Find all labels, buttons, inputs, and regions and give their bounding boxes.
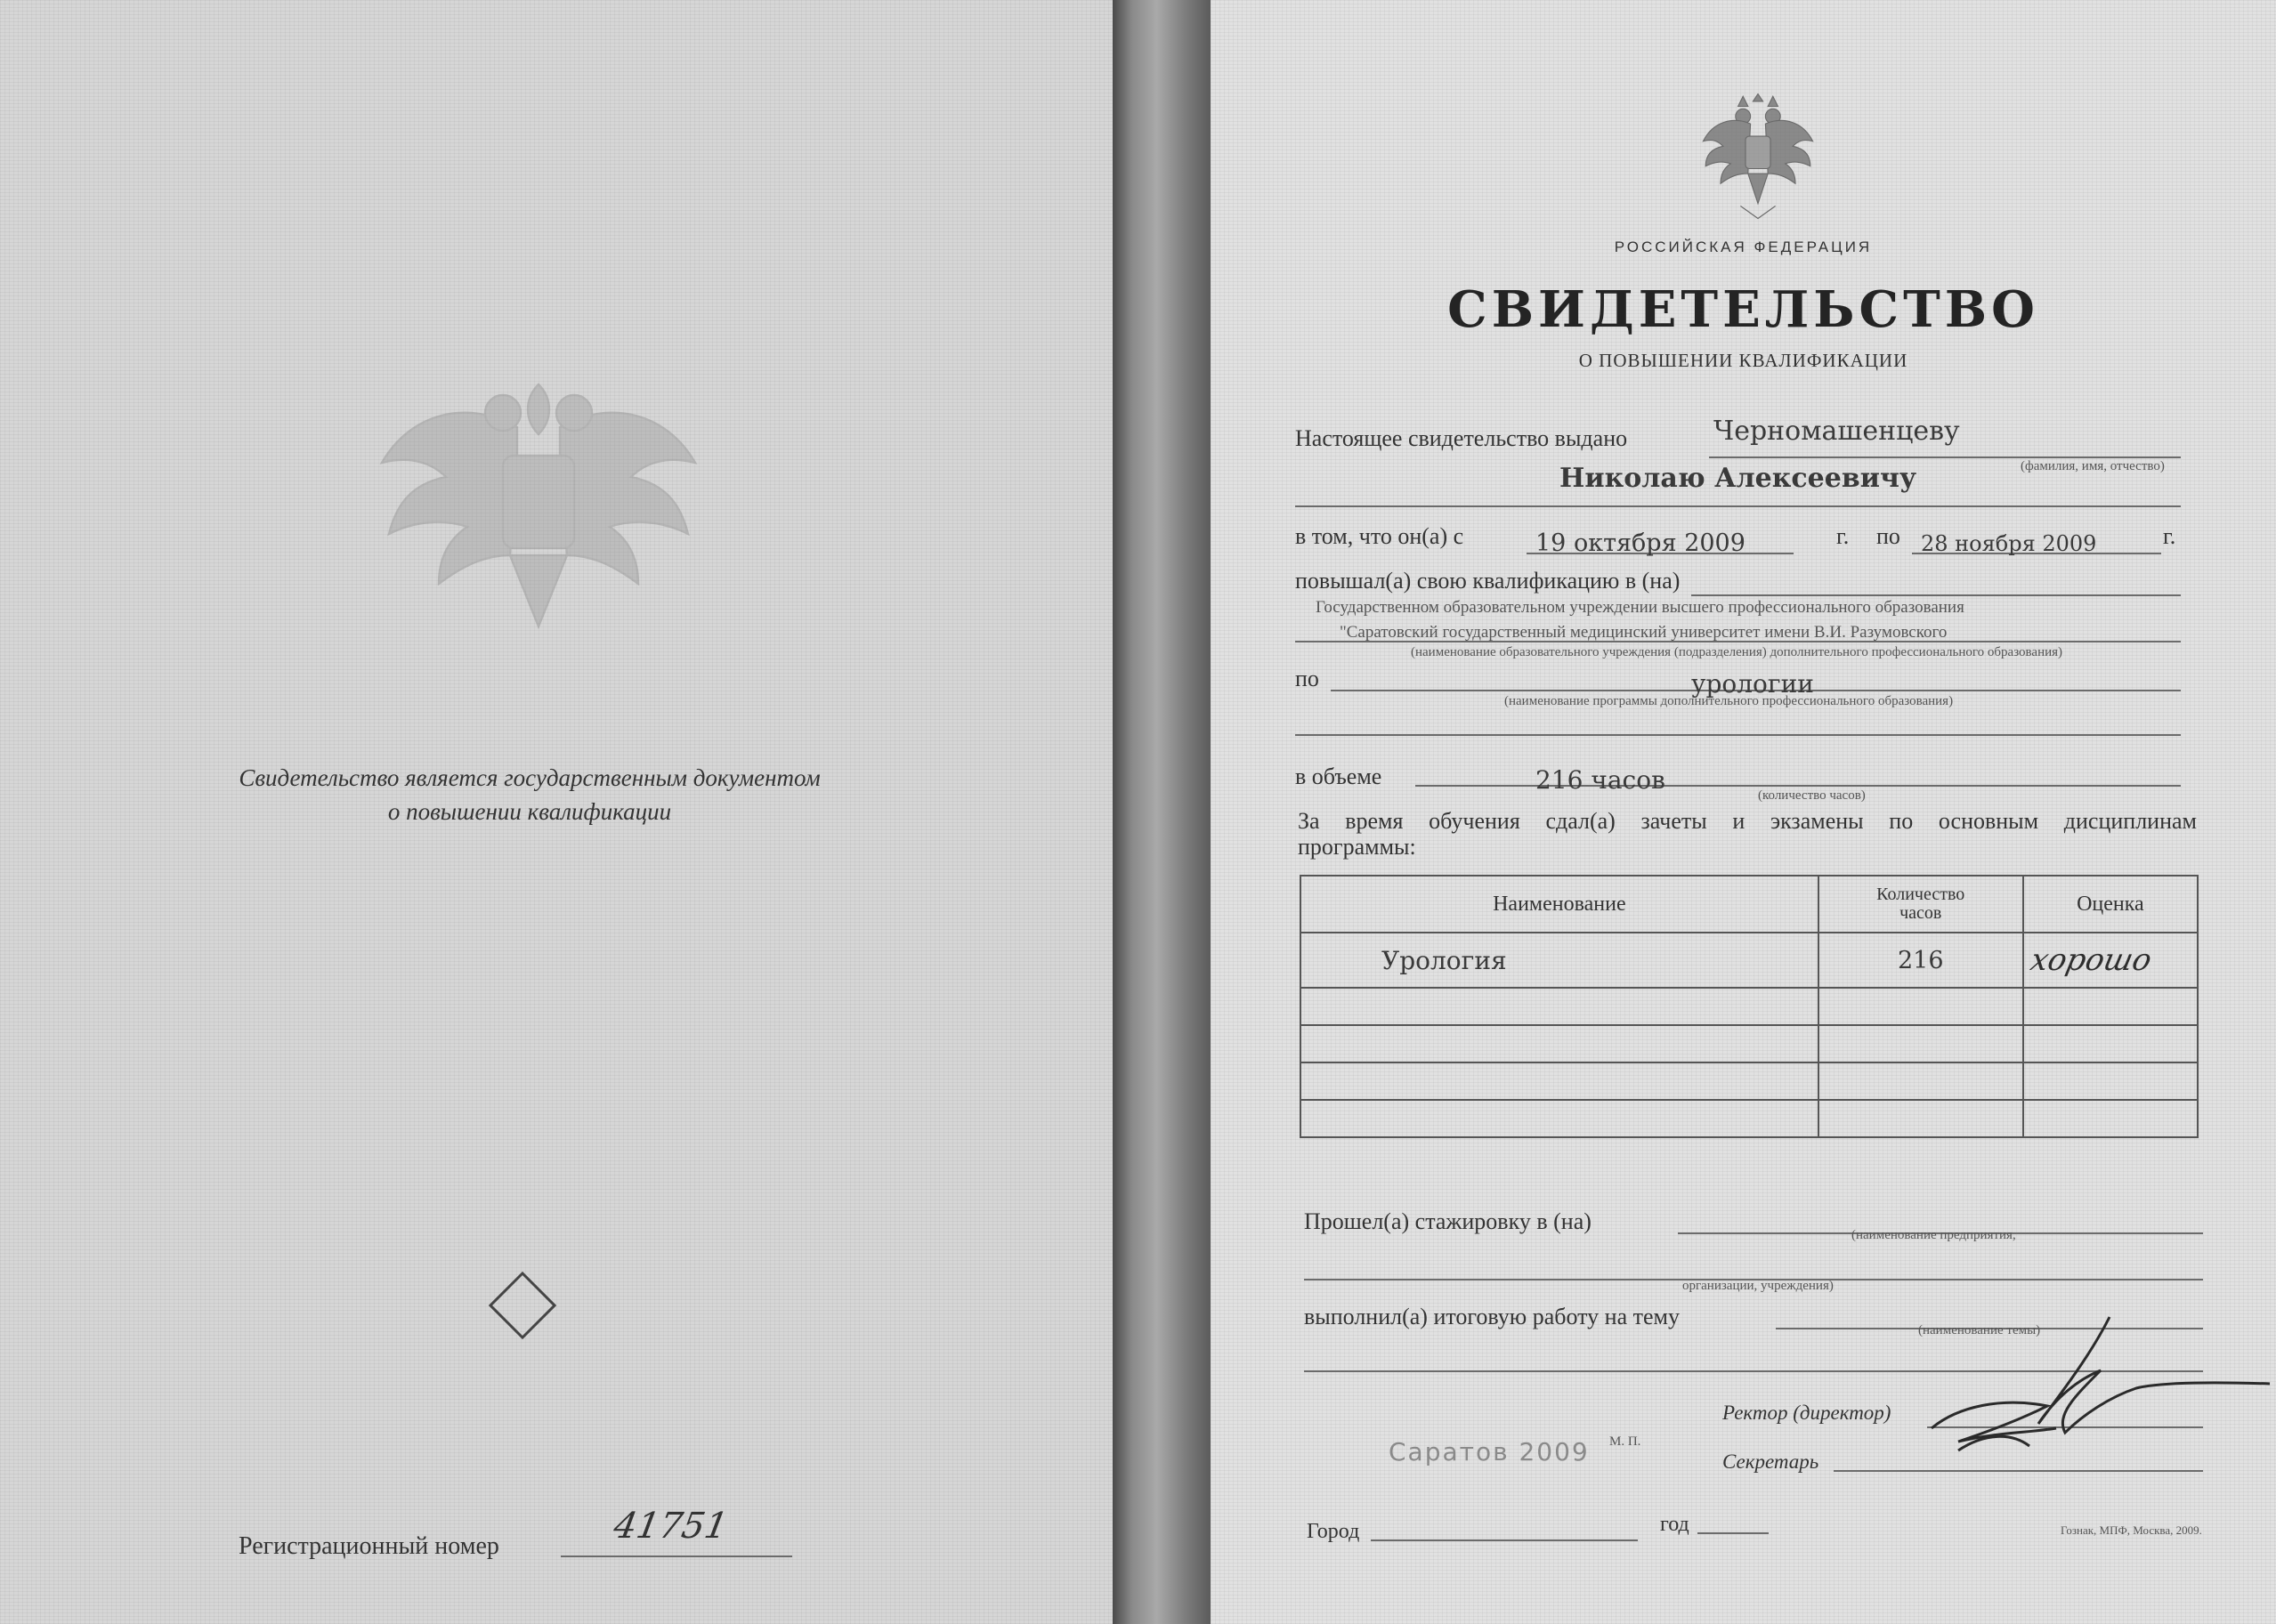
table-row xyxy=(1300,1100,2198,1137)
institution-hint: (наименование образовательного учреждения (подразделения) дополнительного профессионального образования) xyxy=(1411,645,2063,659)
double-headed-eagle-watermark-icon xyxy=(360,320,717,676)
header-hours xyxy=(1818,876,2023,933)
table-header-row xyxy=(1300,876,2198,933)
internship-hint-1: (наименование предприятия, xyxy=(1851,1228,2016,1242)
volume-hint: (количество часов) xyxy=(1758,788,1866,803)
subject-hours xyxy=(1818,933,2023,988)
program-hint: (наименование программы дополнительного профессионального образования) xyxy=(1504,694,1954,708)
table-row xyxy=(1300,1062,2198,1100)
internship-hint-2: организации, учреждения) xyxy=(1682,1279,1834,1293)
secretary-label: Секретарь xyxy=(1722,1450,1819,1473)
left-page xyxy=(0,0,1113,1624)
institution-line-1: Государственном образовательном учреждении высшего профессионального образования xyxy=(1316,598,1964,617)
document-subtitle: О ПОВЫШЕНИИ КВАЛИФИКАЦИИ xyxy=(1578,350,1908,371)
year-label: год xyxy=(1660,1513,1689,1536)
statement-line-1: Свидетельство является государственным документом xyxy=(239,764,821,791)
rector-label: Ректор (директор) xyxy=(1722,1402,1891,1424)
name-hint: (фамилия, имя, отчество) xyxy=(2021,459,2165,473)
registration-label: Регистрационный номер xyxy=(239,1532,499,1560)
surname-underline xyxy=(1709,456,2181,458)
program-name: урологии xyxy=(1691,669,1814,699)
volume-value: 216 часов xyxy=(1535,765,1665,795)
document-title: СВИДЕТЕЛЬСТВО xyxy=(1447,280,2039,339)
registration-number: 41751 xyxy=(610,1506,732,1547)
table-row xyxy=(1300,988,2198,1025)
table-row xyxy=(1300,1025,2198,1062)
period-from-label: в том, что он(а) с xyxy=(1295,523,1464,549)
institution-underline-1 xyxy=(1691,594,2181,596)
rector-signature-icon xyxy=(1923,1299,2276,1477)
coat-of-arms-icon xyxy=(1696,93,1820,231)
subject-grade xyxy=(2023,933,2198,988)
issued-to-label: Настоящее свидетельство выдано xyxy=(1295,425,1628,451)
exams-text-line-1: За время обучения сдал(а) зачеты и экзамены по основным дисциплинам xyxy=(1298,808,2197,834)
volume-label: в объеме xyxy=(1295,764,1382,789)
recipient-given-names: Николаю Алексеевичу xyxy=(1559,463,1917,494)
program-label: по xyxy=(1295,666,1319,691)
subject-grade-text: хорошо xyxy=(2027,942,2155,978)
recipient-surname: Черномашенцеву xyxy=(1713,416,1960,447)
subject-hours-text: 216 xyxy=(1897,946,1944,974)
thesis-hint: (наименование темы) xyxy=(1918,1323,2041,1337)
volume-underline xyxy=(1415,785,2181,787)
city-year-stamp: Саратов 2009 xyxy=(1389,1437,1590,1466)
thesis-label: выполнил(а) итоговую работу на тему xyxy=(1304,1304,1680,1329)
subject-name xyxy=(1300,933,1818,988)
header-name: Наименование xyxy=(1300,876,1818,933)
exams-text-line-2: программы: xyxy=(1298,834,1416,860)
year-abbr-2: г. xyxy=(2163,523,2176,549)
given-names-underline xyxy=(1295,505,2181,507)
improved-qualification-label: повышал(а) свою квалификацию в (на) xyxy=(1295,568,1681,594)
year-abbr-1: г. xyxy=(1836,523,1850,549)
table-row xyxy=(1300,933,2198,988)
date-to: 28 ноября 2009 xyxy=(1921,531,2097,556)
registration-underline xyxy=(561,1555,792,1557)
statement-line-2: о повышении квалификации xyxy=(387,798,672,825)
institution-line-2: "Саратовский государственный медицинский университет имени В.И. Разумовского xyxy=(1340,623,1948,642)
document-status-statement xyxy=(107,761,952,828)
date-from: 19 октября 2009 xyxy=(1535,529,1745,557)
header-hours-line-2: часов xyxy=(1899,903,1942,923)
internship-label: Прошел(а) стажировку в (на) xyxy=(1304,1208,1592,1234)
header-hours-line-1: Количество xyxy=(1876,885,1965,904)
header-grade: Оценка xyxy=(2023,876,2198,933)
program-underline-2 xyxy=(1295,734,2181,736)
book-spine xyxy=(1113,0,1211,1624)
printer-imprint: Гознак, МПФ, Москва, 2009. xyxy=(2061,1523,2202,1537)
stamp-place-label: М. П. xyxy=(1609,1434,1641,1449)
city-label: Город xyxy=(1307,1520,1360,1543)
city-underline xyxy=(1371,1539,1638,1541)
country-heading: РОССИЙСКАЯ ФЕДЕРАЦИЯ xyxy=(1614,238,1873,255)
year-underline xyxy=(1697,1532,1769,1534)
subject-name-text: Урология xyxy=(1381,945,1507,975)
subjects-table xyxy=(1300,875,2199,1138)
period-to-label: по xyxy=(1876,523,1900,549)
diamond-mark-icon xyxy=(489,1272,556,1339)
